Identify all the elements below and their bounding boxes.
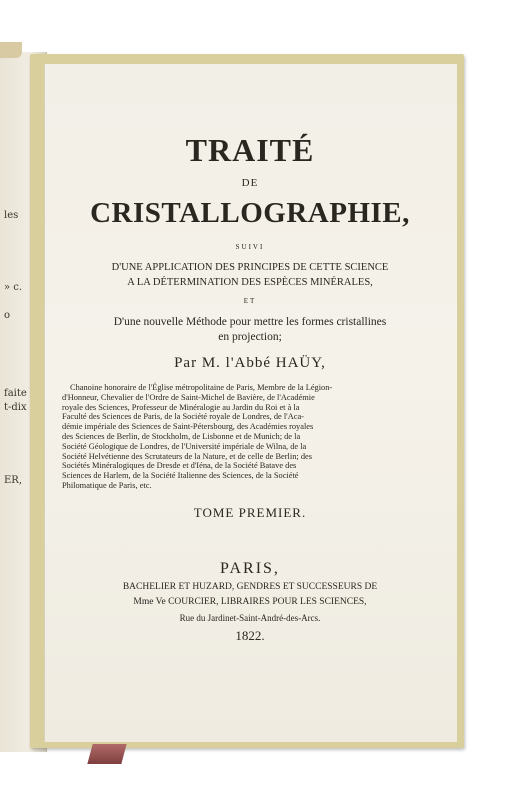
- credentials-line: Philomatique de Paris, etc.: [62, 480, 152, 490]
- left-fragment: o: [4, 310, 11, 321]
- credentials-line: royale des Sciences, Professeur de Minéralogie au Jardin du Roi et à la: [62, 402, 300, 412]
- credentials-line: d'Honneur, Chevalier de l'Ordre de Saint-Michel de Bavière, de l'Académie: [62, 392, 315, 402]
- bookmark-ribbon: [87, 744, 126, 764]
- author-credentials: [62, 383, 362, 491]
- subtitle-line-1: D'UNE APPLICATION DES PRINCIPES DE CETTE SCIENCE: [111, 262, 389, 273]
- left-page-corner: [0, 42, 22, 58]
- et-label: ET: [243, 297, 257, 305]
- publisher-line-2: Mme Ve COURCIER, LIBRAIRES POUR LES SCIENCES,: [133, 597, 367, 607]
- credentials-line: des Sciences de Berlin, de Stockholm, de Lisbonne et de Munich; de la: [62, 431, 301, 441]
- suivi-label: SUIVI: [235, 243, 265, 251]
- left-fragment: ER,: [4, 475, 23, 486]
- method-line-1: D'une nouvelle Méthode pour mettre les formes cristallines: [113, 316, 387, 328]
- left-fragment: les: [4, 210, 19, 221]
- credentials-line: Chanoine honoraire de l'Église métropolitaine de Paris, Membre de la Légion-: [70, 383, 333, 392]
- credentials-line: démie impériale des Sciences de Saint-Pétersbourg, des Académies royales: [62, 422, 314, 432]
- left-fragment: faite: [4, 388, 27, 399]
- credentials-line: Sciences de Harlem, de la Société Italienne des Sciences, de la Société: [62, 471, 299, 481]
- subtitle-line-2: A LA DÉTERMINATION DES ESPÈCES MINÉRALES,: [127, 277, 373, 288]
- title-line-3: CRISTALLOGRAPHIE,: [90, 197, 410, 229]
- credentials-line: Faculté des Sciences de Paris, de la Société royale de Londres, de l'Aca-: [62, 412, 304, 422]
- left-fragment: t-dix: [4, 402, 27, 413]
- publisher-line-1: BACHELIER ET HUZARD, GENDRES ET SUCCESSEURS DE: [122, 582, 378, 592]
- address-line: Rue du Jardinet-Saint-André-des-Arcs.: [179, 613, 321, 623]
- credentials-line: Société Helvétienne des Scrutateurs de la Nature, et de celle de Berlin; des: [62, 451, 312, 461]
- year-label: 1822.: [235, 628, 265, 643]
- volume-label: TOME PREMIER.: [193, 505, 307, 520]
- title-line-1: TRAITÉ: [185, 132, 315, 168]
- method-line-2: en projection;: [218, 331, 282, 343]
- credentials-line: Sociétés Minéralogiques de Dresde et d'Iéna, de la Société Batave des: [62, 461, 297, 471]
- credentials-line: Société Géologique de Londres, de l'Université impériale de Wilna, de la: [62, 441, 307, 451]
- author-line: Par M. l'Abbé HAÜY,: [174, 355, 326, 371]
- left-fragment: » c.: [4, 282, 23, 293]
- title-line-2: DE: [241, 177, 259, 189]
- city-label: PARIS,: [220, 560, 280, 577]
